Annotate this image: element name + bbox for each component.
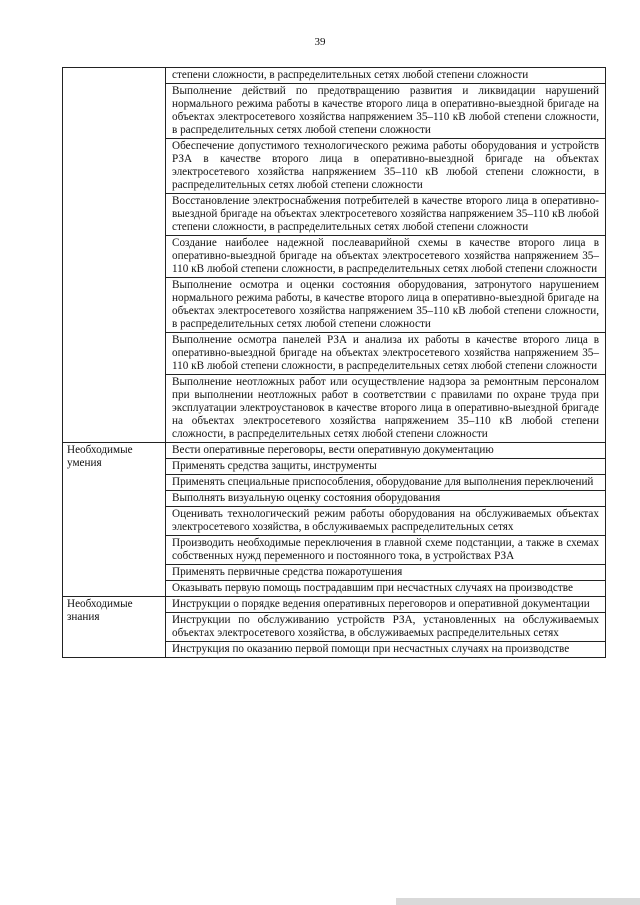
- table-row: [63, 597, 606, 613]
- table-body: [63, 68, 606, 658]
- table-cell: Оказывать первую помощь пострадавшим при несчастных случаях на производстве: [166, 581, 606, 597]
- table-cell: Выполнение осмотра и оценки состояния оборудования, затронутого нарушением нормального режима работы, в качестве второго лица в оперативно-выездной бригаде на объектах электросетевого хозяйства напряжением 35–110 кВ любой степени сложности, в распределительных сетях любой степени сложности: [166, 278, 606, 333]
- table-cell: Обеспечение допустимого технологического режима работы оборудования и устройств РЗА в качестве второго лица в оперативно-выездной бригаде на объектах электросетевого хозяйства напряжением 35–110 кВ любой степени сложности, в распределительных сетях любой степени сложности: [166, 139, 606, 194]
- table-cell: Выполнение действий по предотвращению развития и ликвидации нарушений нормального режима работы в качестве второго лица в оперативно-выездной бригаде на объектах электросетевого хозяйства напряжением 35–110 кВ любой степени сложности, в распределительных сетях любой степени сложности: [166, 84, 606, 139]
- table-cell: Инструкции по обслуживанию устройств РЗА, установленных на обслуживаемых объектах электросетевого хозяйства, в обслуживаемых распределительных сетях: [166, 613, 606, 642]
- table-row: [63, 68, 606, 84]
- table-cell: Оценивать технологический режим работы оборудования на обслуживаемых объектах электросетевого хозяйства, в обслуживаемых распределительных сетях: [166, 507, 606, 536]
- table-cell: Выполнение неотложных работ или осуществление надзора за ремонтным персоналом при выполнении неотложных работ в соответствии с правилами по охране труда при эксплуатации электроустановок в качестве второго лица в оперативно-выездной бригаде на объектах электросетевого хозяйства напряжением 35–110 кВ любой степени сложности, в распределительных сетях любой степени сложности: [166, 375, 606, 443]
- competency-table: [62, 67, 606, 658]
- table-cell: Применять первичные средства пожаротушения: [166, 565, 606, 581]
- section-heading-knowledge: Необходимые знания: [63, 597, 166, 658]
- scan-edge-shadow: [396, 898, 640, 905]
- table-cell: Восстановление электроснабжения потребителей в качестве второго лица в оперативно-выездной бригаде на объектах электросетевого хозяйства напряжением 35–110 кВ любой степени сложности, в распределительных сетях любой степени сложности: [166, 194, 606, 236]
- page-number: 39: [314, 36, 326, 48]
- table-row: [63, 443, 606, 459]
- table-cell: Инструкция по оказанию первой помощи при несчастных случаях на производстве: [166, 642, 606, 658]
- table-cell: Применять средства защиты, инструменты: [166, 459, 606, 475]
- table-cell: Создание наиболее надежной послеаварийной схемы в качестве второго лица в оперативно-выездной бригаде на объектах электросетевого хозяйства напряжением 35–110 кВ любой степени сложности, в распределительных сетях любой степени сложности: [166, 236, 606, 278]
- section-heading-actions: [63, 68, 166, 443]
- table-cell: Вести оперативные переговоры, вести оперативную документацию: [166, 443, 606, 459]
- table-cell: Применять специальные приспособления, оборудование для выполнения переключений: [166, 475, 606, 491]
- table-cell: степени сложности, в распределительных сетях любой степени сложности: [166, 68, 606, 84]
- table-cell: Инструкции о порядке ведения оперативных переговоров и оперативной документации: [166, 597, 606, 613]
- section-heading-skills: Необходимые умения: [63, 443, 166, 597]
- table-cell: Выполнять визуальную оценку состояния оборудования: [166, 491, 606, 507]
- table-cell: Производить необходимые переключения в главной схеме подстанции, а также в схемах собственных нужд переменного и постоянного тока, в устройствах РЗА: [166, 536, 606, 565]
- table-cell: Выполнение осмотра панелей РЗА и анализа их работы в качестве второго лица в оперативно-выездной бригаде на объектах электросетевого хозяйства напряжением 35–110 кВ любой степени сложности, в распределительных сетях любой степени сложности: [166, 333, 606, 375]
